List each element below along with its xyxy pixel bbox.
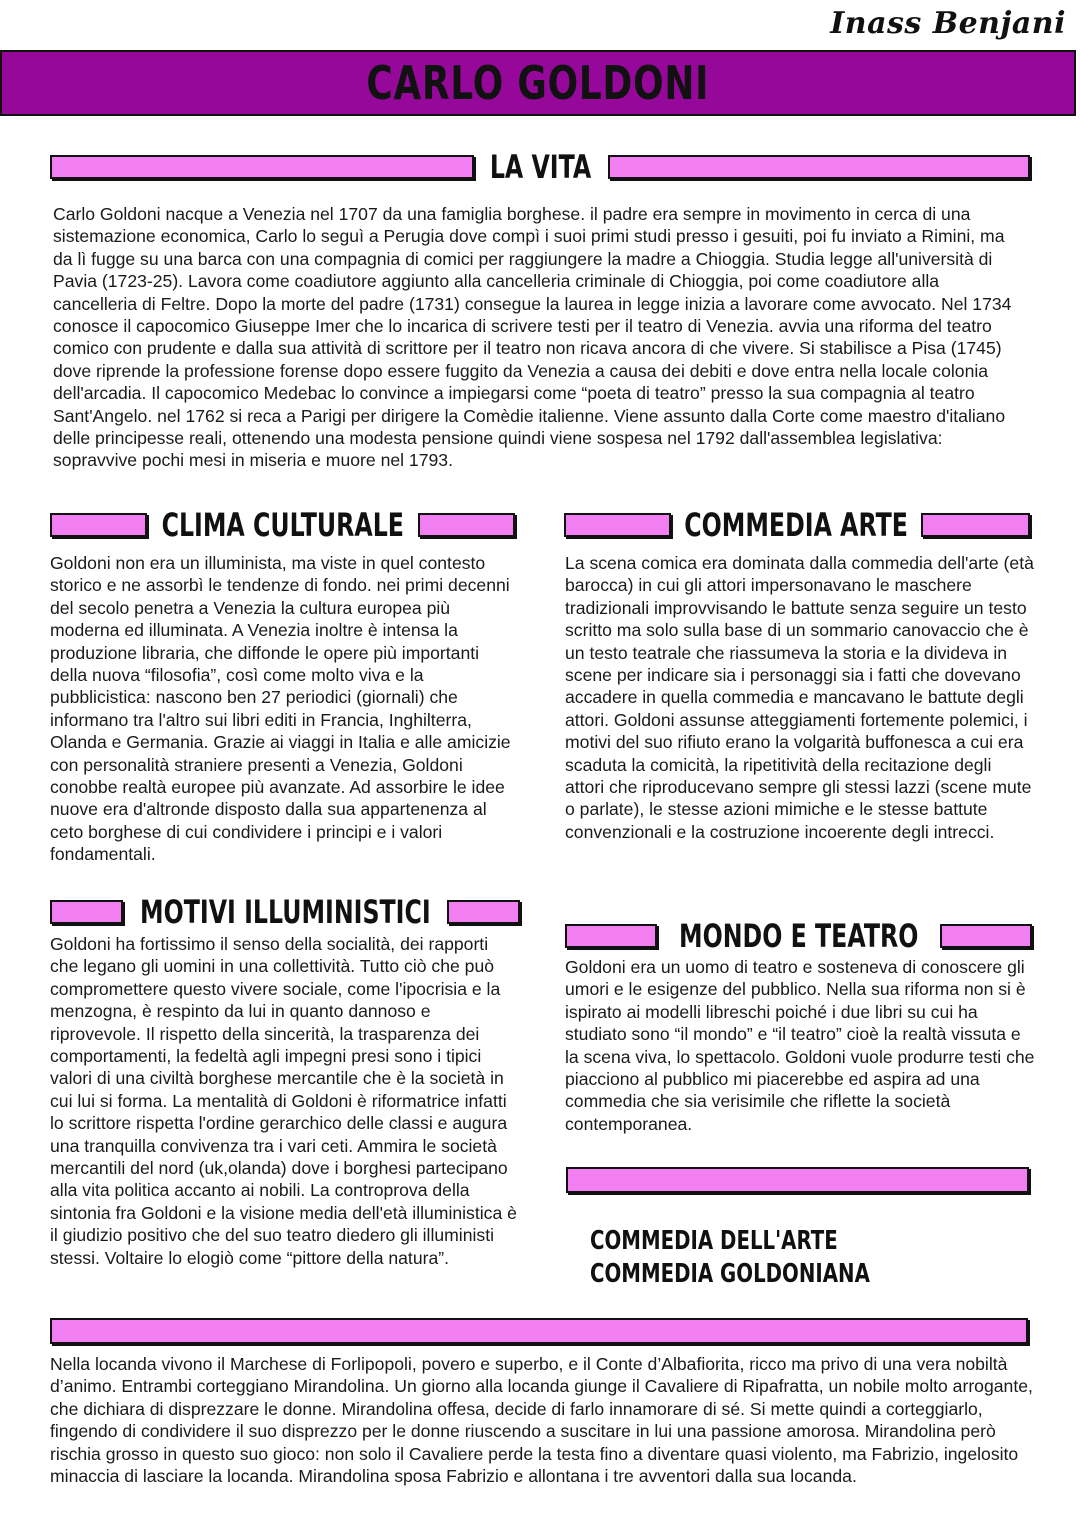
heading-label: MONDO E TEATRO <box>678 917 919 955</box>
page-title: CARLO GOLDONI <box>366 56 710 110</box>
vita-text: Carlo Goldoni nacque a Venezia nel 1707 da una famiglia borghese. il padre era sempre in movimento in cerca di una sistemazione economica, Carlo lo seguì a Perugia dove compì i suoi primi studi presso i gesuiti, poi fu inviato a Rimini, ma da lì fugge su una barca con una compagnia di comici per raggiungere la madre a Chioggia. Studia legge all'università di Pavia (1723-25). Lavora come coadiutore aggiunto alla cancelleria criminale di Chioggia, poi come coadiutore alla cancelleria di Feltre. Dopo la morte del padre (1731) consegue la laurea in legge inizia a lavorare come avvocato. Nel 1734 conosce il capocomico Giuseppe Imer che lo incarica di scrivere testi per il teatro di Venezia. avvia una riforma del teatro comico con prudente e dalla sua attività di scrittore per il teatro non ricava ancora di che vivere. Si stabilisce a Pisa (1745) dove riprende la professione forense dopo essere fuggito da Venezia a causa dei debiti e dove entra nella locale colonia dell'arcadia. Il capocomico Medebac lo convince a impiegarsi come “poeta di teatro” presso la sua compagnia al teatro Sant'Angelo. nel 1762 si reca a Parigi per dirigere la Comèdie italienne. Viene assunto dalla Corte come maestro d'italiano delle principesse reali, ottenendo una modesta pensione quindi viene sospesa nel 1792 dall'assemblea legislativa: sopravvive pochi mesi in miseria e muore nel 1793. <box>53 204 1012 471</box>
heading-motivi <box>50 893 520 931</box>
label-commedia-goldoniana: COMMEDIA GOLDONIANA <box>590 1259 870 1289</box>
heading-clima <box>50 506 515 544</box>
heading-vita <box>50 148 1030 186</box>
heading-label: MOTIVI ILLUMINISTICI <box>139 893 431 931</box>
pink-bar-right <box>418 513 515 537</box>
pink-divider-bar-wide <box>50 1318 1028 1344</box>
commedia-text: La scena comica era dominata dalla commedia dell'arte (età barocca) in cui gli attori impersonavano le maschere tradizionali improvvisando le battute senza seguire un testo scritto ma solo sulla base di un sommario canovaccio che è un testo teatrale che riassumeva la storia e la divideva in scene per indicare sia i personaggi sia i fatti che dovevano accadere in quella commedia e mancavano le battute degli attori. Goldoni assunse atteggiamenti fortemente polemici, i motivi del suo rifiuto erano la volgarità buffonesca a cui era scaduta la comicità, la ripetitività della recitazione degli attori che riproducevano sempre gli stessi lazzi (scene mute o parlate), le stesse azioni mimiche e le stesse battute convenzionali e la costruzione incoerente degli intrecci. <box>565 553 1034 842</box>
author-signature: Inass Benjani <box>830 6 1066 41</box>
pink-bar-left <box>50 900 123 924</box>
pink-bar-left <box>50 513 147 537</box>
pink-bar-right <box>921 513 1030 537</box>
heading-label: CLIMA CULTURALE <box>161 506 404 544</box>
heading-commedia <box>564 506 1030 544</box>
pink-bar-left <box>564 513 671 537</box>
clima-text: Goldoni non era un illuminista, ma viste in quel contesto storico e ne assorbì le tendenze di fondo. nei primi decenni del secolo penetra a Venezia la cultura europea più moderna ed illuminata. A Venezia inoltre è intensa la produzione libraria, che diffonde le opere più importanti della nuova “filosofia”, così come molto viva e la pubblicistica: nascono ben 27 periodici (giornali) che informano tra l'altro sui libri editi in Francia, Inghilterra, Olanda e Germania. Grazie ai viaggi in Italia e alle amicizie con personalità straniere presenti a Venezia, Goldoni conobbe realtà europee più avanzate. Ad assorbire le idee nuove era d'altronde disposto dalla sua appartenenza al ceto borghese di cui condividere i principi e i valori fondamentali. <box>50 553 511 865</box>
pink-bar-right <box>940 924 1032 948</box>
locandiera-text: Nella locanda vivono il Marchese di Forlipopoli, povero e superbo, e il Conte d’Albafiorita, ricco ma privo di una vera nobiltà d’animo. Entrambi corteggiano Mirandolina. Un giorno alla locanda giunge il Cavaliere di Ripafratta, un nobile molto arrogante, che dichiara di disprezzare le donne. Mirandolina offesa, decide di farlo innamorare di sé. Si mette quindi a corteggiarlo, fingendo di condividere il suo disprezzo per le donne riuscendo a suscitare in lui una passione amorosa. Mirandolina però rischia grosso in questo suo gioco: non solo il Cavaliere perde la testa fino a diventare quasi violento, ma Fabrizio, ingelosito minaccia di lasciare la locanda. Mirandolina sposa Fabrizio e allontana i tre avventori dalla sua locanda. <box>50 1354 1033 1487</box>
pink-bar-right <box>447 900 520 924</box>
label-commedia-arte: COMMEDIA DELL'ARTE <box>590 1226 838 1256</box>
pink-bar-right <box>608 155 1030 179</box>
pink-bar-left <box>565 924 657 948</box>
pink-divider-bar <box>566 1167 1029 1193</box>
heading-label: COMMEDIA ARTE <box>684 506 908 544</box>
mondo-text: Goldoni era un uomo di teatro e sosteneva di conoscere gli umori e le esigenze del pubblico. Nella sua riforma non si è ispirato ai modelli libreschi poiché i due libri su cui ha studiato sono “il mondo” e “il teatro” cioè la realtà vissuta e la scena viva, lo spettacolo. Goldoni vuole produrre testi che piacciono al pubblico mi piacerebbe ed aspira ad una commedia che sia verisimile che riflette la società contemporanea. <box>565 957 1035 1134</box>
heading-mondo <box>565 917 1032 955</box>
pink-bar-left <box>50 155 474 179</box>
heading-label: LA VITA <box>490 148 592 186</box>
motivi-text: Goldoni ha fortissimo il senso della socialità, dei rapporti che legano gli uomini in una collettività. Tutto ciò che può compromettere questo vivere sociale, come l'ipocrisia e la menzogna, è respinto da lui in quanto dannoso e riprovevole. Il rispetto della sincerità, la trasparenza dei comportamenti, la fedeltà agli impegni presi sono i tipici valori di una civiltà borghese mercantile che è la società in cui lui si forma. La mentalità di Goldoni è riformatrice infatti lo scrittore rispetta l'ordine gerarchico delle classi e augura una tranquilla convivenza tra i vari ceti. Ammira le società mercantili del nord (uk,olanda) dove i borghesi partecipano alla vita politica accanto ai nobili. La controprova della sintonia fra Goldoni e la visione media dell'età illuministica è il giudizio positivo che del suo teatro diedero gli illuministi stessi. Voltaire lo elogiò come “pittore della natura”. <box>50 934 517 1268</box>
title-banner <box>0 50 1076 116</box>
